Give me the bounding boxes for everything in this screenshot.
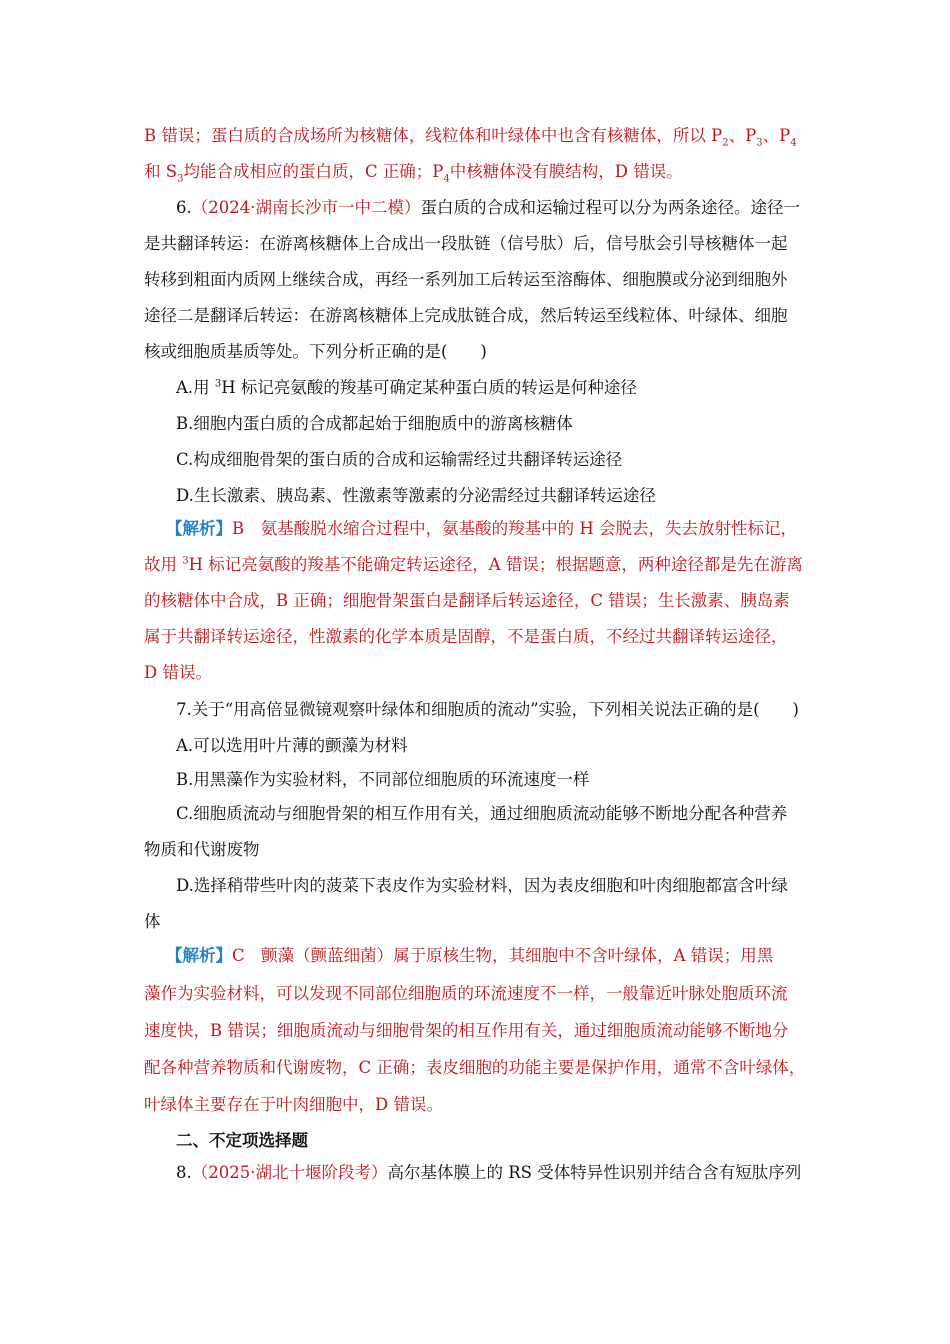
q6-option-b: B.细胞内蛋白质的合成都起始于细胞质中的游离核糖体: [176, 414, 573, 433]
q7-option-d-line-2: 体: [144, 912, 161, 931]
q7-analysis-line-4: 配各种营养物质和代谢废物，C 正确；表皮细胞的功能主要是保护作用，通常不含叶绿体，: [144, 1058, 806, 1077]
q6-stem-line-5: 核或细胞质基质等处。下列分析正确的是( ): [144, 342, 487, 361]
q6-option-a: A.用 $^3$H 标记亮氨酸的羧基可确定某种蛋白质的转运是何种途径: [176, 378, 637, 397]
q6-number: 6.: [176, 198, 192, 217]
q7-analysis-line-2: 藻作为实验材料，可以发现不同部位细胞质的环流速度不一样，一般靠近叶脉处胞质环流: [144, 984, 788, 1003]
q8-number: 8.: [176, 1163, 192, 1182]
q6-analysis-line-2: 故用 $^3$H 标记亮氨酸的羧基不能确定转运途径，A 错误；根据题意，两种途径都是先在游离: [144, 555, 803, 574]
q6-stem-line-4: 途径二是翻译后转运：在游离核糖体上完成肽链合成，然后转运至线粒体、叶绿体、细胞: [144, 306, 788, 325]
q6-stem-line-1: 6.（2024·湖南长沙市一中二模）蛋白质的合成和运输过程可以分为两条途径。途径一: [176, 198, 800, 217]
q7-analysis-line-1: 【解析】C 颤藻（颤蓝细菌）属于原核生物，其细胞中不含叶绿体，A 错误；用黑: [166, 946, 774, 965]
q7-option-c-line-2: 物质和代谢废物: [144, 840, 260, 859]
q7-option-d-line-1: D.选择稍带些叶肉的菠菜下表皮作为实验材料，因为表皮细胞和叶肉细胞都富含叶绿: [176, 876, 788, 895]
q6-source: （2024·湖南长沙市一中二模）: [191, 198, 421, 217]
q6-analysis-line-4: 属于共翻译转运途径，性激素的化学本质是固醇，不是蛋白质，不经过共翻译转运途径，: [144, 627, 788, 646]
q8-source: （2025·湖北十堰阶段考）: [191, 1163, 388, 1182]
q6-analysis-line-5: D 错误。: [144, 663, 212, 682]
q6-option-c: C.构成细胞骨架的蛋白质的合成和运输需经过共翻译转运途径: [176, 450, 623, 469]
q6-analysis-line-1: 【解析】B 氨基酸脱水缩合过程中，氨基酸的羧基中的 H 会脱去，失去放射性标记，: [166, 519, 798, 538]
section-heading: 二、不定项选择题: [176, 1131, 308, 1150]
analysis-tag: 【解析】: [166, 946, 232, 965]
q6-option-d: D.生长激素、胰岛素、性激素等激素的分泌需经过共翻译转运途径: [176, 486, 656, 505]
q7-analysis-line-3: 速度快，B 错误；细胞质流动与细胞骨架的相互作用有关，通过细胞质流动能够不断地分: [144, 1021, 789, 1040]
q7-stem: 7.关于“用高倍显微镜观察叶绿体和细胞质的流动”实验，下列相关说法正确的是( ): [176, 700, 799, 719]
q7-option-c-line-1: C.细胞质流动与细胞骨架的相互作用有关，通过细胞质流动能够不断地分配各种营养: [176, 804, 788, 823]
q6-stem-line-2: 是共翻译转运：在游离核糖体上合成出一段肽链（信号肽）后，信号肽会引导核糖体一起: [144, 234, 788, 253]
q6-analysis-line-3: 的核糖体中合成，B 正确；细胞骨架蛋白是翻译后转运途径，C 错误；生长激素、胰岛素: [144, 591, 790, 610]
analysis-tag: 【解析】: [166, 519, 232, 538]
q7-option-b: B.用黑藻作为实验材料，不同部位细胞质的环流速度一样: [176, 770, 590, 789]
prev-answer-line-2: 和 $S_3$均能合成相应的蛋白质，C 正确；$P_4$中核糖体没有膜结构，D 错误。: [144, 162, 683, 185]
prev-answer-line-1: B 错误；蛋白质的合成场所为核糖体，线粒体和叶绿体中也含有核糖体，所以 $P_2$、$P_3$、$P_4$: [144, 126, 797, 149]
q8-stem-line-1: 8.（2025·湖北十堰阶段考）高尔基体膜上的 RS 受体特异性识别并结合含有短肽序列: [176, 1163, 802, 1182]
q7-option-a: A.可以选用叶片薄的颤藻为材料: [176, 736, 408, 755]
q6-stem-line-3: 转移到粗面内质网上继续合成，再经一系列加工后转运至溶酶体、细胞膜或分泌到细胞外: [144, 270, 788, 289]
q7-analysis-line-5: 叶绿体主要存在于叶肉细胞中，D 错误。: [144, 1095, 443, 1114]
